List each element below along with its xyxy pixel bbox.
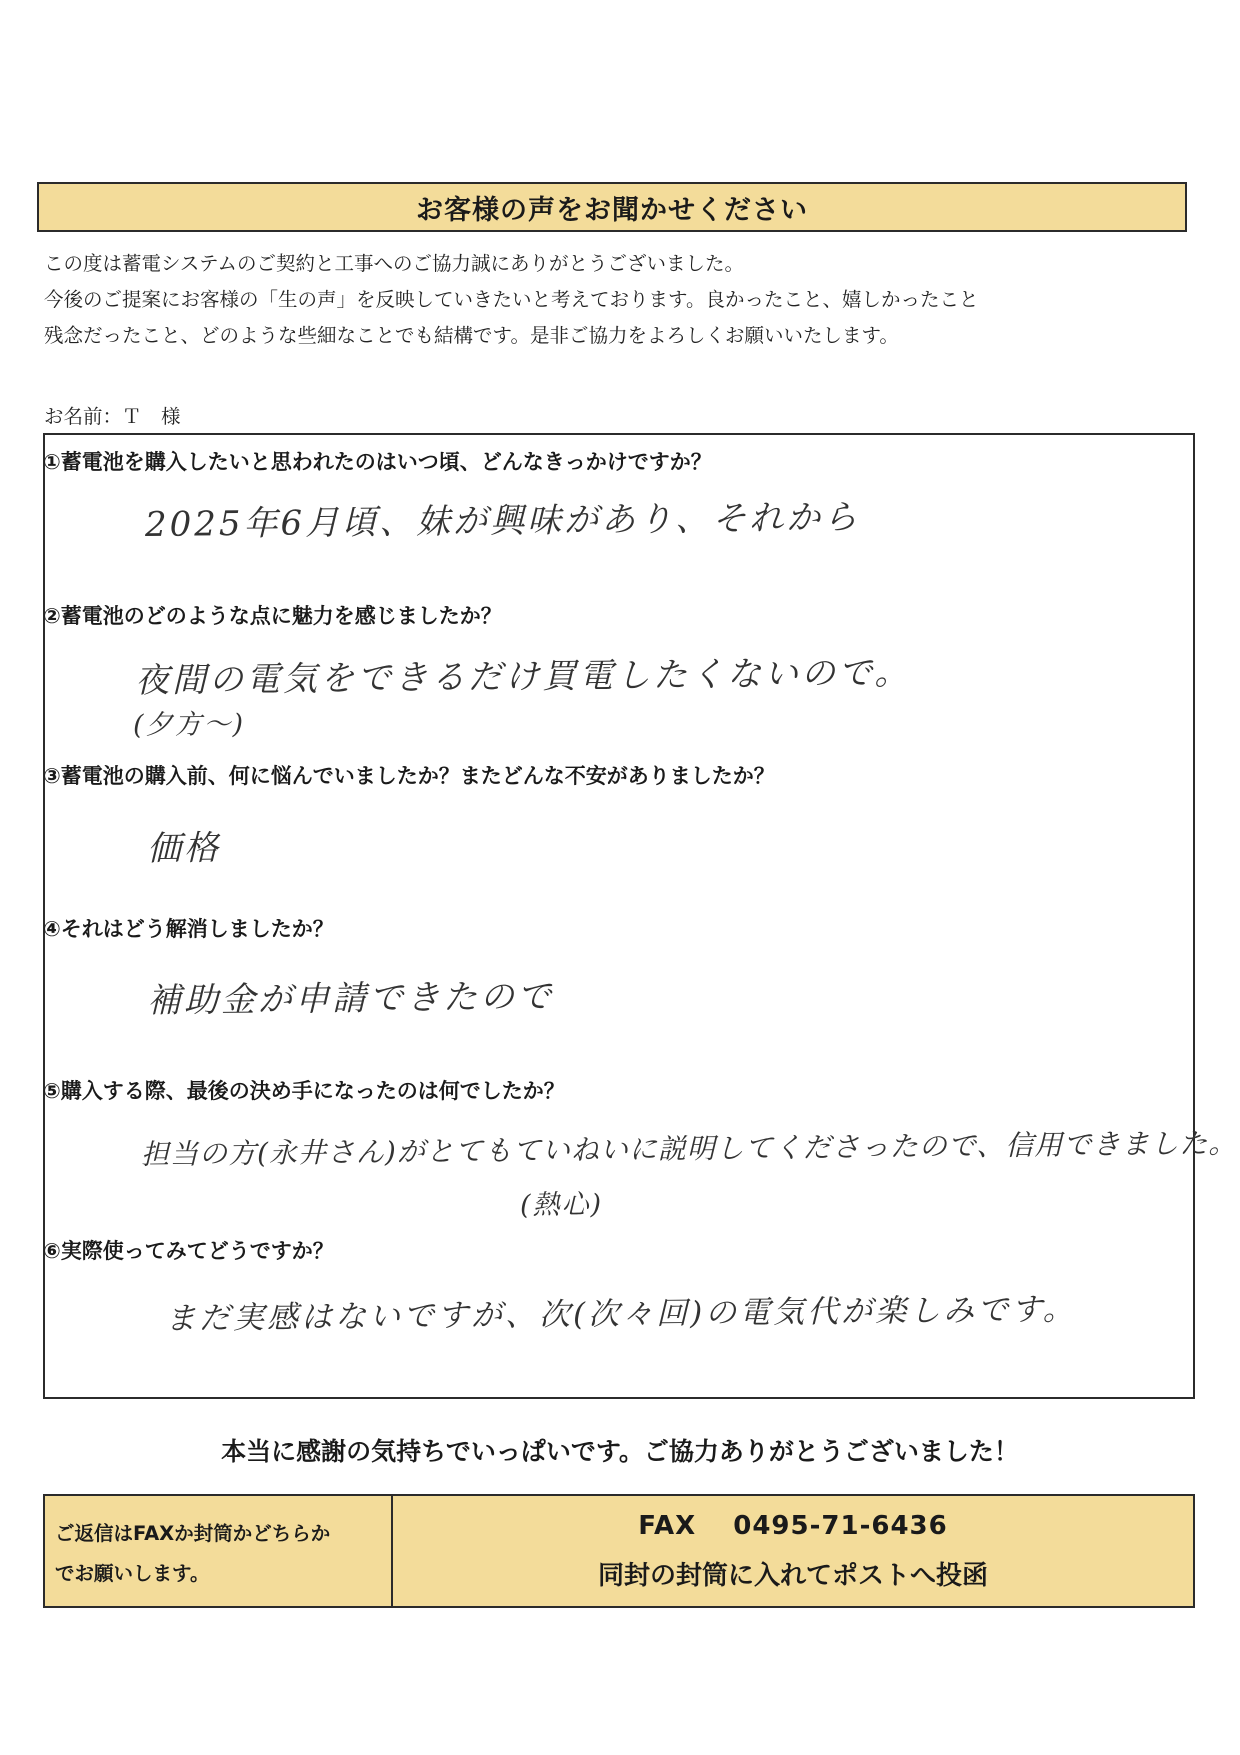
answer-5: 担当の方(永井さん)がとてもていねいに説明してくださったので、信用できました。 xyxy=(140,1126,1238,1171)
reply-method-line-2: でお願いします。 xyxy=(55,1562,210,1585)
fax-number: FAX 0495-71-6436 xyxy=(638,1511,948,1541)
answer-4: 補助金が申請できたので xyxy=(146,976,555,1021)
reply-method-note xyxy=(45,1496,393,1606)
answer-2: 夜間の電気をできるだけ買電したくないので。 xyxy=(134,652,912,701)
question-2: ②蓄電池のどのような点に魅力を感じましたか？ xyxy=(43,604,502,628)
question-5: ⑤購入する際、最後の決め手になったのは何でしたか？ xyxy=(43,1079,565,1103)
reply-info xyxy=(43,1494,1195,1608)
intro-line-3: 残念だったこと、どのような些細なことでも結構です。是非ご協力をよろしくお願いいたします。 xyxy=(44,324,899,347)
question-4: ④それはどう解消しましたか？ xyxy=(43,917,334,941)
question-1: ①蓄電池を購入したいと思われたのはいつ頃、どんなきっかけですか？ xyxy=(43,450,712,474)
thank-you-message: 本当に感謝の気持ちでいっぱいです。ご協力ありがとうございました！ xyxy=(221,1437,1019,1466)
answer-2-note: (夕方〜) xyxy=(132,708,246,741)
answer-1: 2025年6月頃、妹が興味があり、それから xyxy=(144,497,861,545)
reply-method-line-1: ご返信はFAXか封筒かどちらか xyxy=(55,1522,331,1545)
intro-line-1: この度は蓄電システムのご契約と工事へのご協力誠にありがとうございました。 xyxy=(44,252,745,275)
answer-5-note: (熱心) xyxy=(519,1189,604,1221)
answer-3: 価格 xyxy=(146,828,222,869)
reply-destination xyxy=(393,1496,1193,1606)
intro-line-2: 今後のご提案にお客様の「生の声」を反映していきたいと考えております。良かったこと、嬉しかったこと xyxy=(44,288,979,311)
question-6: ⑥実際使ってみてどうですか？ xyxy=(43,1239,334,1263)
answer-6: まだ実感はないですが、次(次々回)の電気代が楽しみです。 xyxy=(164,1291,1077,1337)
form-title: お客様の声をお聞かせください xyxy=(37,182,1187,232)
customer-name: お名前：Ｔ 様 xyxy=(44,405,181,428)
question-3: ③蓄電池の購入前、何に悩んでいましたか？またどんな不安がありましたか？ xyxy=(43,764,775,788)
intro-text xyxy=(44,246,1194,354)
post-instruction: 同封の封筒に入れてポストへ投函 xyxy=(597,1561,988,1591)
questionnaire-box xyxy=(43,433,1238,1399)
